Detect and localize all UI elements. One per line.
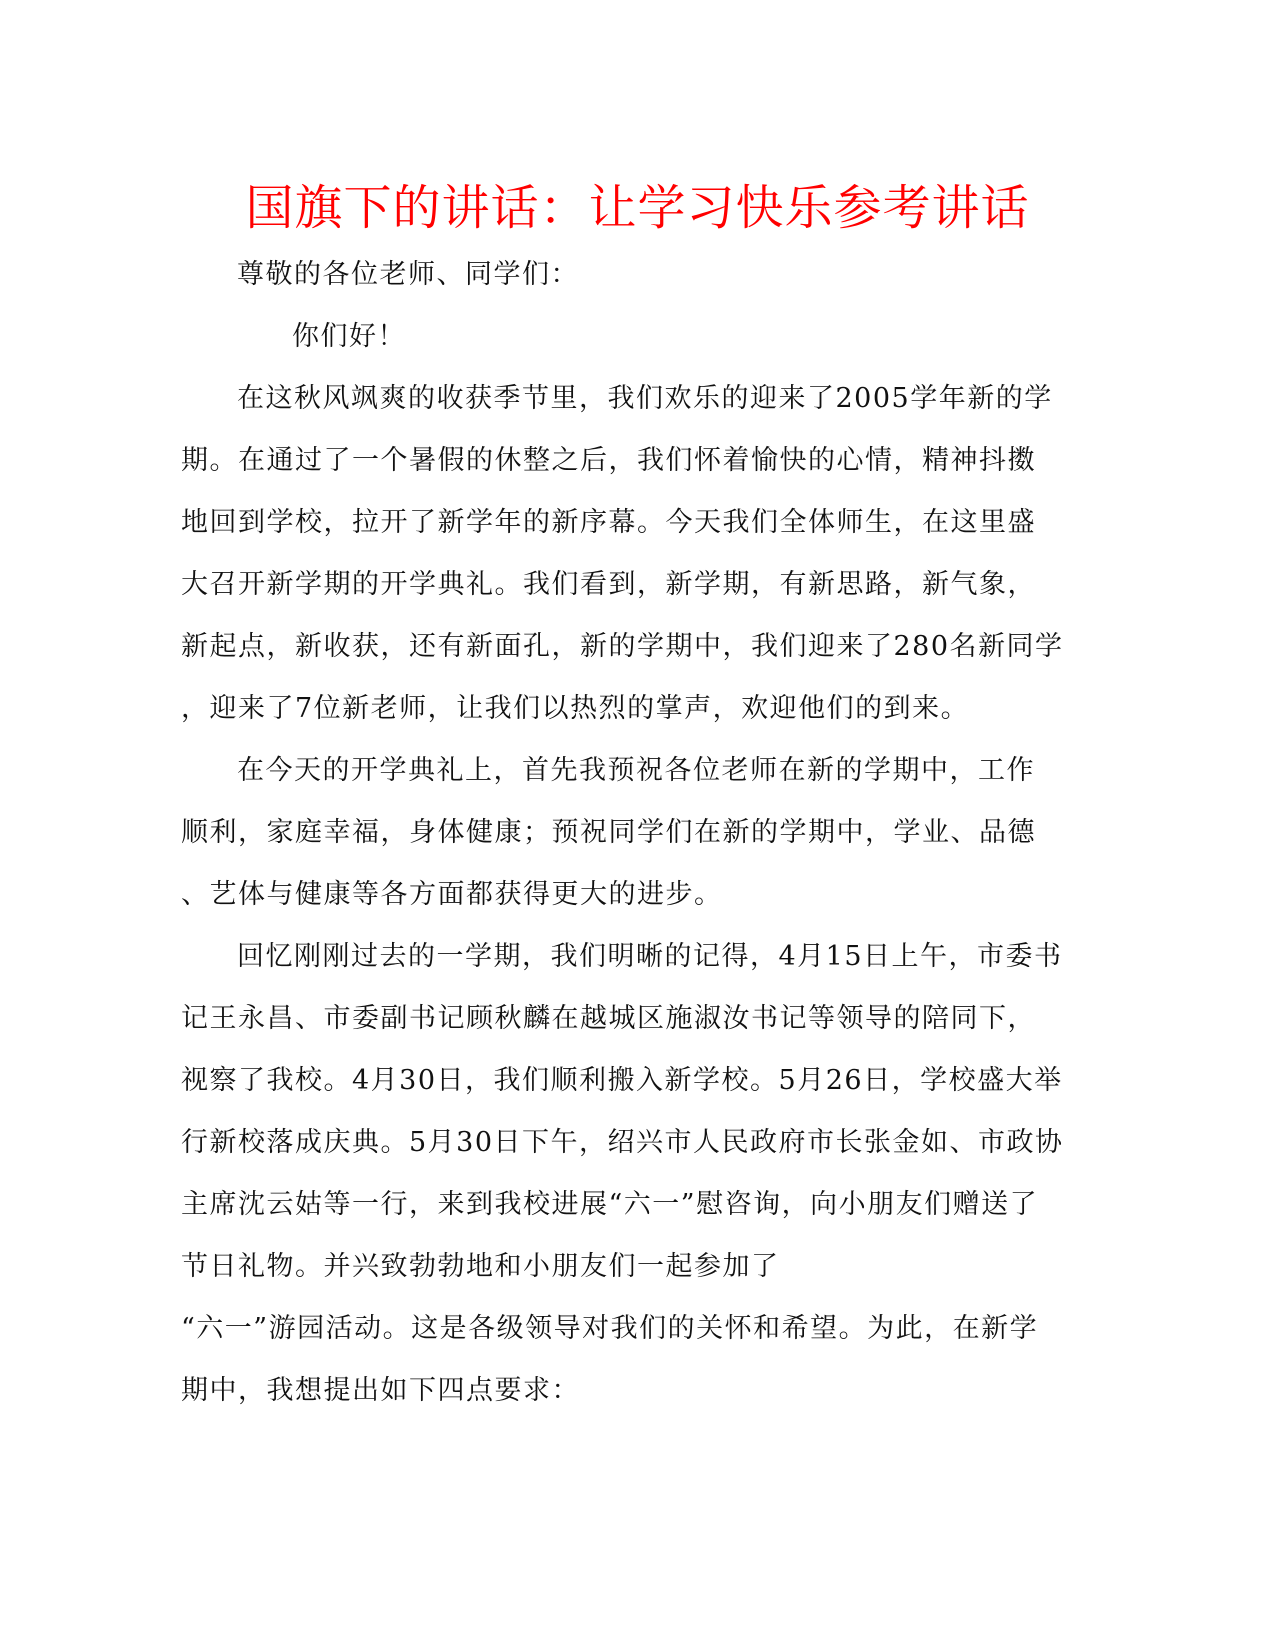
paragraph-3-line-3: 视察了我校。4月30日，我们顺利搬入新学校。5月26日，学校盛大举 xyxy=(181,1065,1063,1096)
paragraph-1-line-2: 期。在通过了一个暑假的休整之后，我们怀着愉快的心情，精神抖擞 xyxy=(181,445,1036,476)
paragraph-2-line-1: 在今天的开学典礼上，首先我预祝各位老师在新的学期中，工作 xyxy=(237,755,1035,786)
paragraph-2-line-2: 顺利，家庭幸福，身体健康；预祝同学们在新的学期中，学业、品德 xyxy=(181,817,1036,848)
paragraph-1-line-4: 大召开新学期的开学典礼。我们看到，新学期，有新思路，新气象， xyxy=(181,569,1036,600)
paragraph-1-line-1: 在这秋风飒爽的收获季节里，我们欢乐的迎来了2005学年新的学 xyxy=(237,383,1053,414)
document-title: 国旗下的讲话：让学习快乐参考讲话 xyxy=(245,180,1030,236)
salutation-line: 尊敬的各位老师、同学们： xyxy=(237,259,579,290)
paragraph-1-line-6: ，迎来了7位新老师，让我们以热烈的掌声，欢迎他们的到来。 xyxy=(181,693,970,724)
paragraph-2-line-3: 、艺体与健康等各方面都获得更大的进步。 xyxy=(181,879,723,910)
paragraph-3-line-8: 期中，我想提出如下四点要求： xyxy=(181,1375,580,1406)
paragraph-3-line-5: 主席沈云姑等一行，来到我校进展“六一”慰咨询，向小朋友们赠送了 xyxy=(181,1189,1039,1220)
paragraph-3-line-7: “六一”游园活动。这是各级领导对我们的关怀和希望。为此，在新学 xyxy=(181,1313,1039,1344)
paragraph-3-line-4: 行新校落成庆典。5月30日下午，绍兴市人民政府市长张金如、市政协 xyxy=(181,1127,1064,1158)
paragraph-1-line-3: 地回到学校，拉开了新学年的新序幕。今天我们全体师生，在这里盛 xyxy=(181,507,1036,538)
paragraph-1-line-5: 新起点，新收获，还有新面孔，新的学期中，我们迎来了280名新同学 xyxy=(181,631,1064,662)
greeting-line: 你们好！ xyxy=(292,321,406,352)
paragraph-3-line-6: 节日礼物。并兴致勃勃地和小朋友们一起参加了 xyxy=(181,1251,780,1282)
paragraph-3-line-2: 记王永昌、市委副书记顾秋麟在越城区施淑汝书记等领导的陪同下， xyxy=(181,1003,1036,1034)
paragraph-3-line-1: 回忆刚刚过去的一学期，我们明晰的记得，4月15日上午，市委书 xyxy=(237,941,1063,972)
